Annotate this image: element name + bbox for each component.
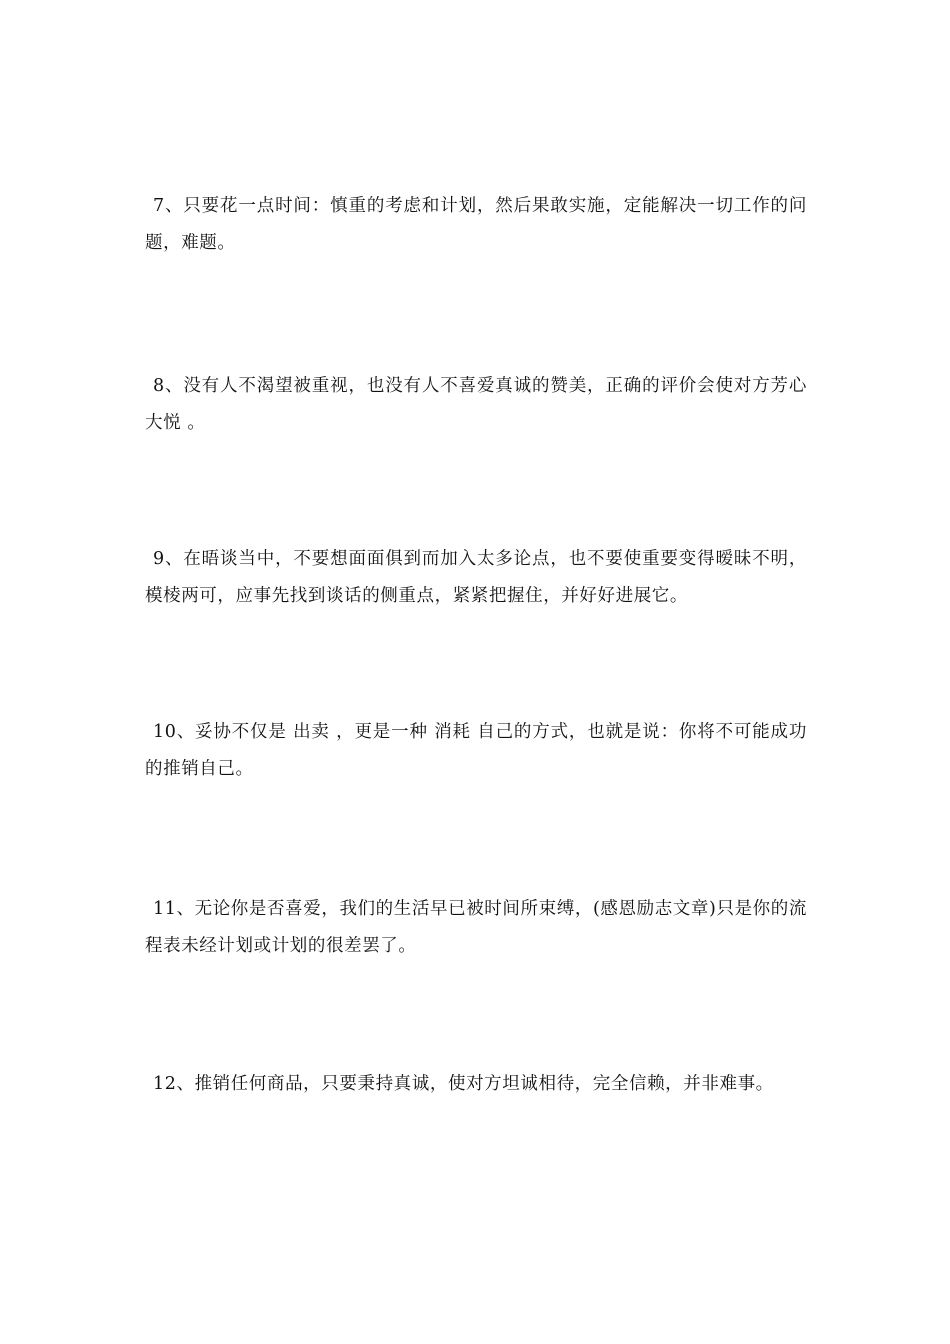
paragraph-12: 12、推销任何商品，只要秉持真诚，使对方坦诚相待，完全信赖，并非难事。 bbox=[153, 1074, 774, 1094]
paragraph-10: 10、妥协不仅是 出卖 ，更是一种 消耗 自己的方式，也就是说：你将不可能成功的推销自己。 bbox=[145, 722, 807, 779]
paragraph-8: 8、没有人不渴望被重视，也没有人不喜爱真诚的赞美，正确的评价会使对方芳心大悦 。 bbox=[145, 376, 807, 433]
paragraph-9: 9、在晤谈当中，不要想面面俱到而加入太多论点，也不要使重要变得暧昧不明，模棱两可，应事先找到谈话的侧重点，紧紧把握住，并好好进展它。 bbox=[145, 549, 807, 606]
paragraph-7: 7、只要花一点时间：慎重的考虑和计划，然后果敢实施，定能解决一切工作的问题，难题。 bbox=[145, 196, 807, 253]
paragraph-11: 11、无论你是否喜爱，我们的生活早已被时间所束缚，(感恩励志文章)只是你的流程表未经计划或计划的很差罢了。 bbox=[145, 899, 807, 956]
